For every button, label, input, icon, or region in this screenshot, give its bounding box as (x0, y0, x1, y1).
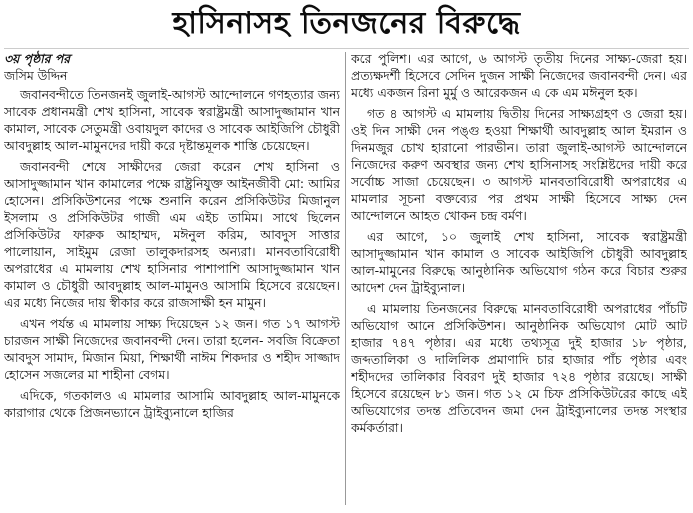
headline-rule (4, 48, 689, 49)
paragraph: এখন পর্যন্ত এ মামলায় সাক্ষ্য দিয়েছেন ১২ জন। গত ১৭ আগস্ট চারজন সাক্ষী নিজেদের জবানবন্দী দেন। তারা হলেন- সবজি বিক্রেতা আবদুস সামাদ, মিজান মিয়া, শিক্ষার্থী নাঈম শিকদার ও শহীদ সাজ্জাদ হোসেন সজলের মা শাহীনা বেগম। (4, 316, 340, 382)
paragraph: এদিকে, গতকালও এ মামলার আসামি আবদুল্লাহ আল-মামুনকে কারাগার থেকে প্রিজনভ্যানে ট্রাইব্যুনালে হাজির (4, 388, 340, 420)
headline: হাসিনাসহ তিনজনের বিরুদ্ধে (172, 5, 521, 41)
continuation-kicker: ৩য় পৃষ্ঠার পর (4, 51, 71, 66)
paragraph: এর আগে, ১০ জুলাই শেখ হাসিনা, সাবেক স্বরাষ্ট্রমন্ত্রী আসাদুজ্জামান খান কামাল ও সাবেক আইজিপি চৌধুরী আবদুল্লাহ আল-মামুনের বিরুদ্ধে আনুষ্ঠানিক অভিযোগ গঠন করে বিচার শুরুর আদেশ দেন ট্রাইব্যুনাল। (351, 229, 687, 295)
article-column-right (351, 50, 687, 507)
paragraph: এ মামলায় তিনজনের বিরুদ্ধে মানবতাবিরোধী অপরাধের পাঁচটি অভিযোগ আনে প্রসিকিউশন। আনুষ্ঠানিক অভিযোগ মোট আট হাজার ৭৪৭ পৃষ্ঠার। এর মধ্যে তথ্যসূত্র দুই হাজার ১৮ পৃষ্ঠার, জব্দতালিকা ও দালিলিক প্রমাণাদি চার হাজার পাঁচ পৃষ্ঠার এবং শহীদদের তালিকার বিবরণ দুই হাজার ৭২৪ পৃষ্ঠার রয়েছে। সাক্ষী হিসেবে রয়েছেন ৮১ জন। গত ১২ মে চিফ প্রসিকিউটরের কাছে এই অভিযোগের তদন্ত প্রতিবেদন জমা দেন ট্রাইব্যুনালের তদন্ত সংস্থার কর্মকর্তারা। (351, 301, 687, 435)
paragraph: জবানবন্দী শেষে সাক্ষীদের জেরা করেন শেখ হাসিনা ও আসাদুজ্জামান খান কামালের পক্ষে রাষ্ট্রনিযুক্ত আইনজীবী মো: আমির হোসেন। প্রসিকিউশনের পক্ষে শুনানি করেন প্রসিকিউটর মিজানুল ইসলাম ও প্রসিকিউটর গাজী এম এইচ তামিম। সাথে ছিলেন প্রসিকিউটর ফারুক আহাম্মদ, মঈনুল করিম, আবদুস সাত্তার পালোয়ান, সাইমুম রেজা তালুকদারসহ অন্যরা। মানবতাবিরোধী অপরাধের এ মামলায় শেখ হাসিনার পাশাপাশি আসাদুজ্জামান খান কামাল ও চৌধুরী আবদুল্লাহ আল-মামুনও আসামি হিসেবে রয়েছেন। এর মধ্যে নিজের দায় স্বীকার করে রাজসাক্ষী হন মামুন। (4, 159, 340, 310)
byline: জসিম উদ্দিন (4, 68, 68, 83)
column-divider (345, 52, 346, 505)
paragraph: জবানবন্দীতে তিনজনই জুলাই-আগস্ট আন্দোলনে গণহত্যার জন্য সাবেক প্রধানমন্ত্রী শেখ হাসিনা, সাবেক স্বরাষ্ট্রমন্ত্রী আসাদুজ্জামান খান কামাল, সাবেক সেতুমন্ত্রী ওবায়দুল কাদের ও সাবেক আইজিপি চৌধুরী আবদুল্লাহ আল-মামুনদের দায়ী করে দৃষ্টান্তমূলক শাস্তি চেয়েছেন। (4, 87, 340, 153)
article-column-left (4, 50, 340, 507)
paragraph: করে পুলিশ। এর আগে, ৬ আগস্ট তৃতীয় দিনের সাক্ষ্য-জেরা হয়। প্রত্যক্ষদর্শী হিসেবে সেদিন দুজন সাক্ষী নিজেদের জবানবন্দী দেন। এর মধ্যে একজন রিনা মুর্মু ও আরেকজন এ কে এম মঈনুল হক। (351, 51, 687, 100)
paragraph: গত ৪ আগস্ট এ মামলায় দ্বিতীয় দিনের সাক্ষ্যগ্রহণ ও জেরা হয়। ওই দিন সাক্ষী দেন পঙ্গু হওয়া শিক্ষার্থী আবদুল্লাহ আল ইমরান ও দিনমজুর চোখ হারানো পারভীন। তারা জুলাই-আগস্ট আন্দোলনে নিজেদের করুণ অবস্থার জন্য শেখ হাসিনাসহ সংশ্লিষ্টদের দায়ী করে সর্বোচ্চ সাজা চেয়েছেন। ৩ আগস্ট মানবতাবিরোধী অপরাধের এ মামলার সূচনা বক্তব্যের পর প্রথম সাক্ষী হিসেবে সাক্ষ্য দেন আন্দোলনে আহত খোকন চন্দ্র বর্মণ। (351, 106, 687, 223)
